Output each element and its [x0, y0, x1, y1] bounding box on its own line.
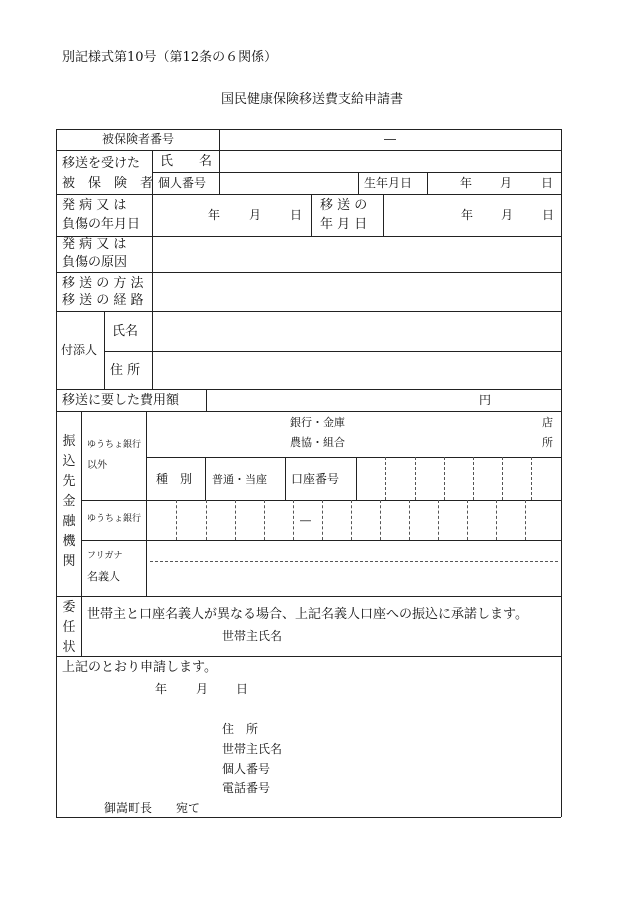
application-year-unit: 年 [155, 682, 168, 696]
bank-section-label: 振込先金融機関 [62, 434, 76, 569]
yucho-label: ゆうちょ銀行 [87, 514, 142, 524]
insured-group-label-1: 移送を受けた [62, 156, 141, 171]
name-label: 氏 名 [160, 154, 213, 169]
non-yucho-label-1: ゆうちょ銀行 [87, 440, 142, 450]
personal-number-label: 個人番号 [158, 176, 207, 190]
branch-unit-office: 所 [542, 436, 553, 449]
application-day-unit: 日 [236, 682, 249, 696]
coop-type-option[interactable]: 農協・組合 [290, 436, 345, 449]
applicant-address-label: 住 所 [222, 722, 259, 736]
border-bottom [56, 817, 561, 818]
attendant-label: 付添人 [61, 343, 98, 357]
delegation-householder-label: 世帯主氏名 [222, 629, 283, 643]
border-left [56, 129, 57, 817]
cause-label-2: 負傷の原因 [62, 255, 128, 270]
attendant-name-label: 氏名 [112, 324, 139, 339]
account-number-label: 口座番号 [291, 472, 340, 486]
account-kind-label: 種 別 [156, 472, 193, 486]
applicant-personal-number-label: 個人番号 [222, 762, 271, 776]
transfer-month-unit: 月 [501, 208, 514, 222]
transfer-date-label-1: 移 送 の [320, 198, 368, 213]
birth-date-label: 生年月日 [364, 176, 413, 190]
cause-label-1: 発 病 又 は [62, 237, 127, 252]
branch-unit-store: 店 [542, 416, 553, 429]
cost-label: 移送に要した費用額 [62, 393, 180, 408]
onset-month-unit: 月 [249, 208, 262, 222]
transfer-year-unit: 年 [461, 208, 474, 222]
border-right [561, 129, 562, 817]
addressee: 御嵩町長 宛て [104, 801, 201, 815]
birth-month-unit: 月 [500, 176, 513, 190]
applicant-householder-label: 世帯主氏名 [222, 742, 283, 756]
delegation-label: 委任状 [62, 600, 76, 655]
route-label: 移 送 の 経 路 [62, 293, 144, 308]
birth-year-unit: 年 [460, 176, 473, 190]
yucho-separator: ― [300, 514, 311, 527]
onset-year-unit: 年 [208, 208, 221, 222]
form-title: 国民健康保険移送費支給申請書 [221, 92, 404, 107]
onset-date-label-1: 発 病 又 は [62, 198, 127, 213]
insured-group-label-2: 被 保 険 者 [62, 176, 154, 191]
furigana-label: フリガナ [87, 551, 123, 561]
application-statement: 上記のとおり申請します。 [62, 660, 217, 675]
cost-unit: 円 [479, 393, 492, 407]
onset-day-unit: 日 [290, 208, 303, 222]
attendant-address-label: 住 所 [110, 363, 141, 378]
transfer-date-label-2: 年 月 日 [320, 217, 368, 232]
method-label: 移 送 の 方 法 [62, 276, 144, 291]
transfer-day-unit: 日 [542, 208, 555, 222]
account-holder-label: 名義人 [87, 570, 120, 583]
applicant-phone-label: 電話番号 [222, 781, 271, 795]
delegation-statement: 世帯主と口座名義人が異なる場合、上記名義人口座への振込に承諾します。 [87, 607, 528, 622]
non-yucho-label-2: 以外 [87, 460, 107, 471]
application-month-unit: 月 [196, 682, 209, 696]
birth-day-unit: 日 [541, 176, 554, 190]
border-top [56, 129, 561, 130]
insured-number-label: 被保険者番号 [102, 132, 175, 146]
bank-type-option[interactable]: 銀行・金庫 [290, 416, 345, 429]
form-number: 別記様式第10号（第12条の６関係） [62, 50, 278, 65]
account-kind-option[interactable]: 普通・当座 [212, 473, 267, 486]
onset-date-label-2: 負傷の年月日 [62, 217, 141, 232]
insured-number-field[interactable]: ― [384, 132, 396, 146]
